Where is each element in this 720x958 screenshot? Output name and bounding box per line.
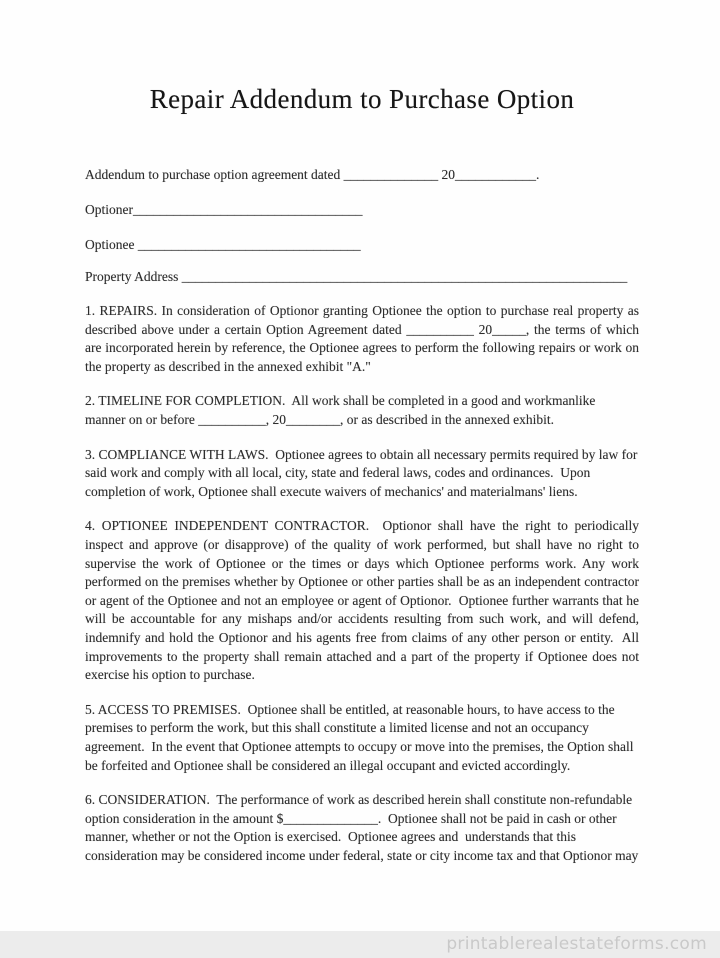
section-repairs: 1. REPAIRS. In consideration of Optionor granting Optionee the option to purchase real property as described above under a certain Option Agreement dated __________ 20_____, the terms of which are incorporated herein by reference, the Optionee agrees to perform the following repairs or work on the property as described in the annexed exhibit "A." bbox=[85, 303, 643, 374]
document-content bbox=[85, 0, 643, 865]
field-optioner: Optioner__________________________________ bbox=[85, 202, 363, 218]
section-compliance-with-laws: 3. COMPLIANCE WITH LAWS. Optionee agrees to obtain all necessary permits required by law for said work and comply with all local, city, state and federal laws, codes and ordinances. Upon completion of work, Optionee shall execute waivers of mechanics' and materialmans' liens. bbox=[85, 446, 641, 499]
section-timeline-for-completion: 2. TIMELINE FOR COMPLETION. All work shall be completed in a good and workmanlike manner on or before __________, 20________, or as described in the annexed exhibit. bbox=[85, 393, 599, 428]
field-property-address: Property Address __________________________________________________________________ bbox=[85, 269, 628, 285]
intro-line-agreement-date: Addendum to purchase option agreement dated ______________ 20____________. bbox=[85, 167, 540, 183]
section-access-to-premises: 5. ACCESS TO PREMISES. Optionee shall be entitled, at reasonable hours, to have access to the premises to perform the work, but this shall constitute a limited license and not an occupancy agreement. In the event that Optionee attempts to occupy or move into the premises, the Option shall be forfeited and Optionee shall be considered an illegal occupant and evicted accordingly. bbox=[85, 701, 637, 773]
document-title: Repair Addendum to Purchase Option bbox=[149, 84, 575, 114]
footer-watermark-band bbox=[0, 931, 720, 958]
section-consideration: 6. CONSIDERATION. The performance of work as described herein shall constitute non-refundable option consideration in the amount $______________. Optionee shall not be paid in cash or other manner, whether or not the Option is exercised. Optionee agrees and understands that this consideration may be considered income under federal, state or city income tax and that Optionor may bbox=[85, 792, 639, 863]
field-optionee: Optionee _________________________________ bbox=[85, 237, 361, 253]
section-optionee-independent-contractor: 4. OPTIONEE INDEPENDENT CONTRACTOR. Optionor shall have the right to periodically inspect and approve (or disapprove) of the quality of work performed, but shall have no right to supervise the work of Optionee or the times or days which Optionee performs work. Any work performed on the premises whether by Optionee or other parties shall be as an independent contractor or agent of the Optionee and not an employee or agent of Optionor. Optionee further warrants that he will be accountable for any mishaps and/or accidents resulting from such work, and will defend, indemnify and hold the Optionor and his agents free from claims of any other person or entity. All improvements to the property shall remain attached and a part of the property if Optionee does not exercise his option to purchase. bbox=[85, 518, 643, 683]
watermark-text: printablerealestateforms.com bbox=[446, 934, 707, 954]
